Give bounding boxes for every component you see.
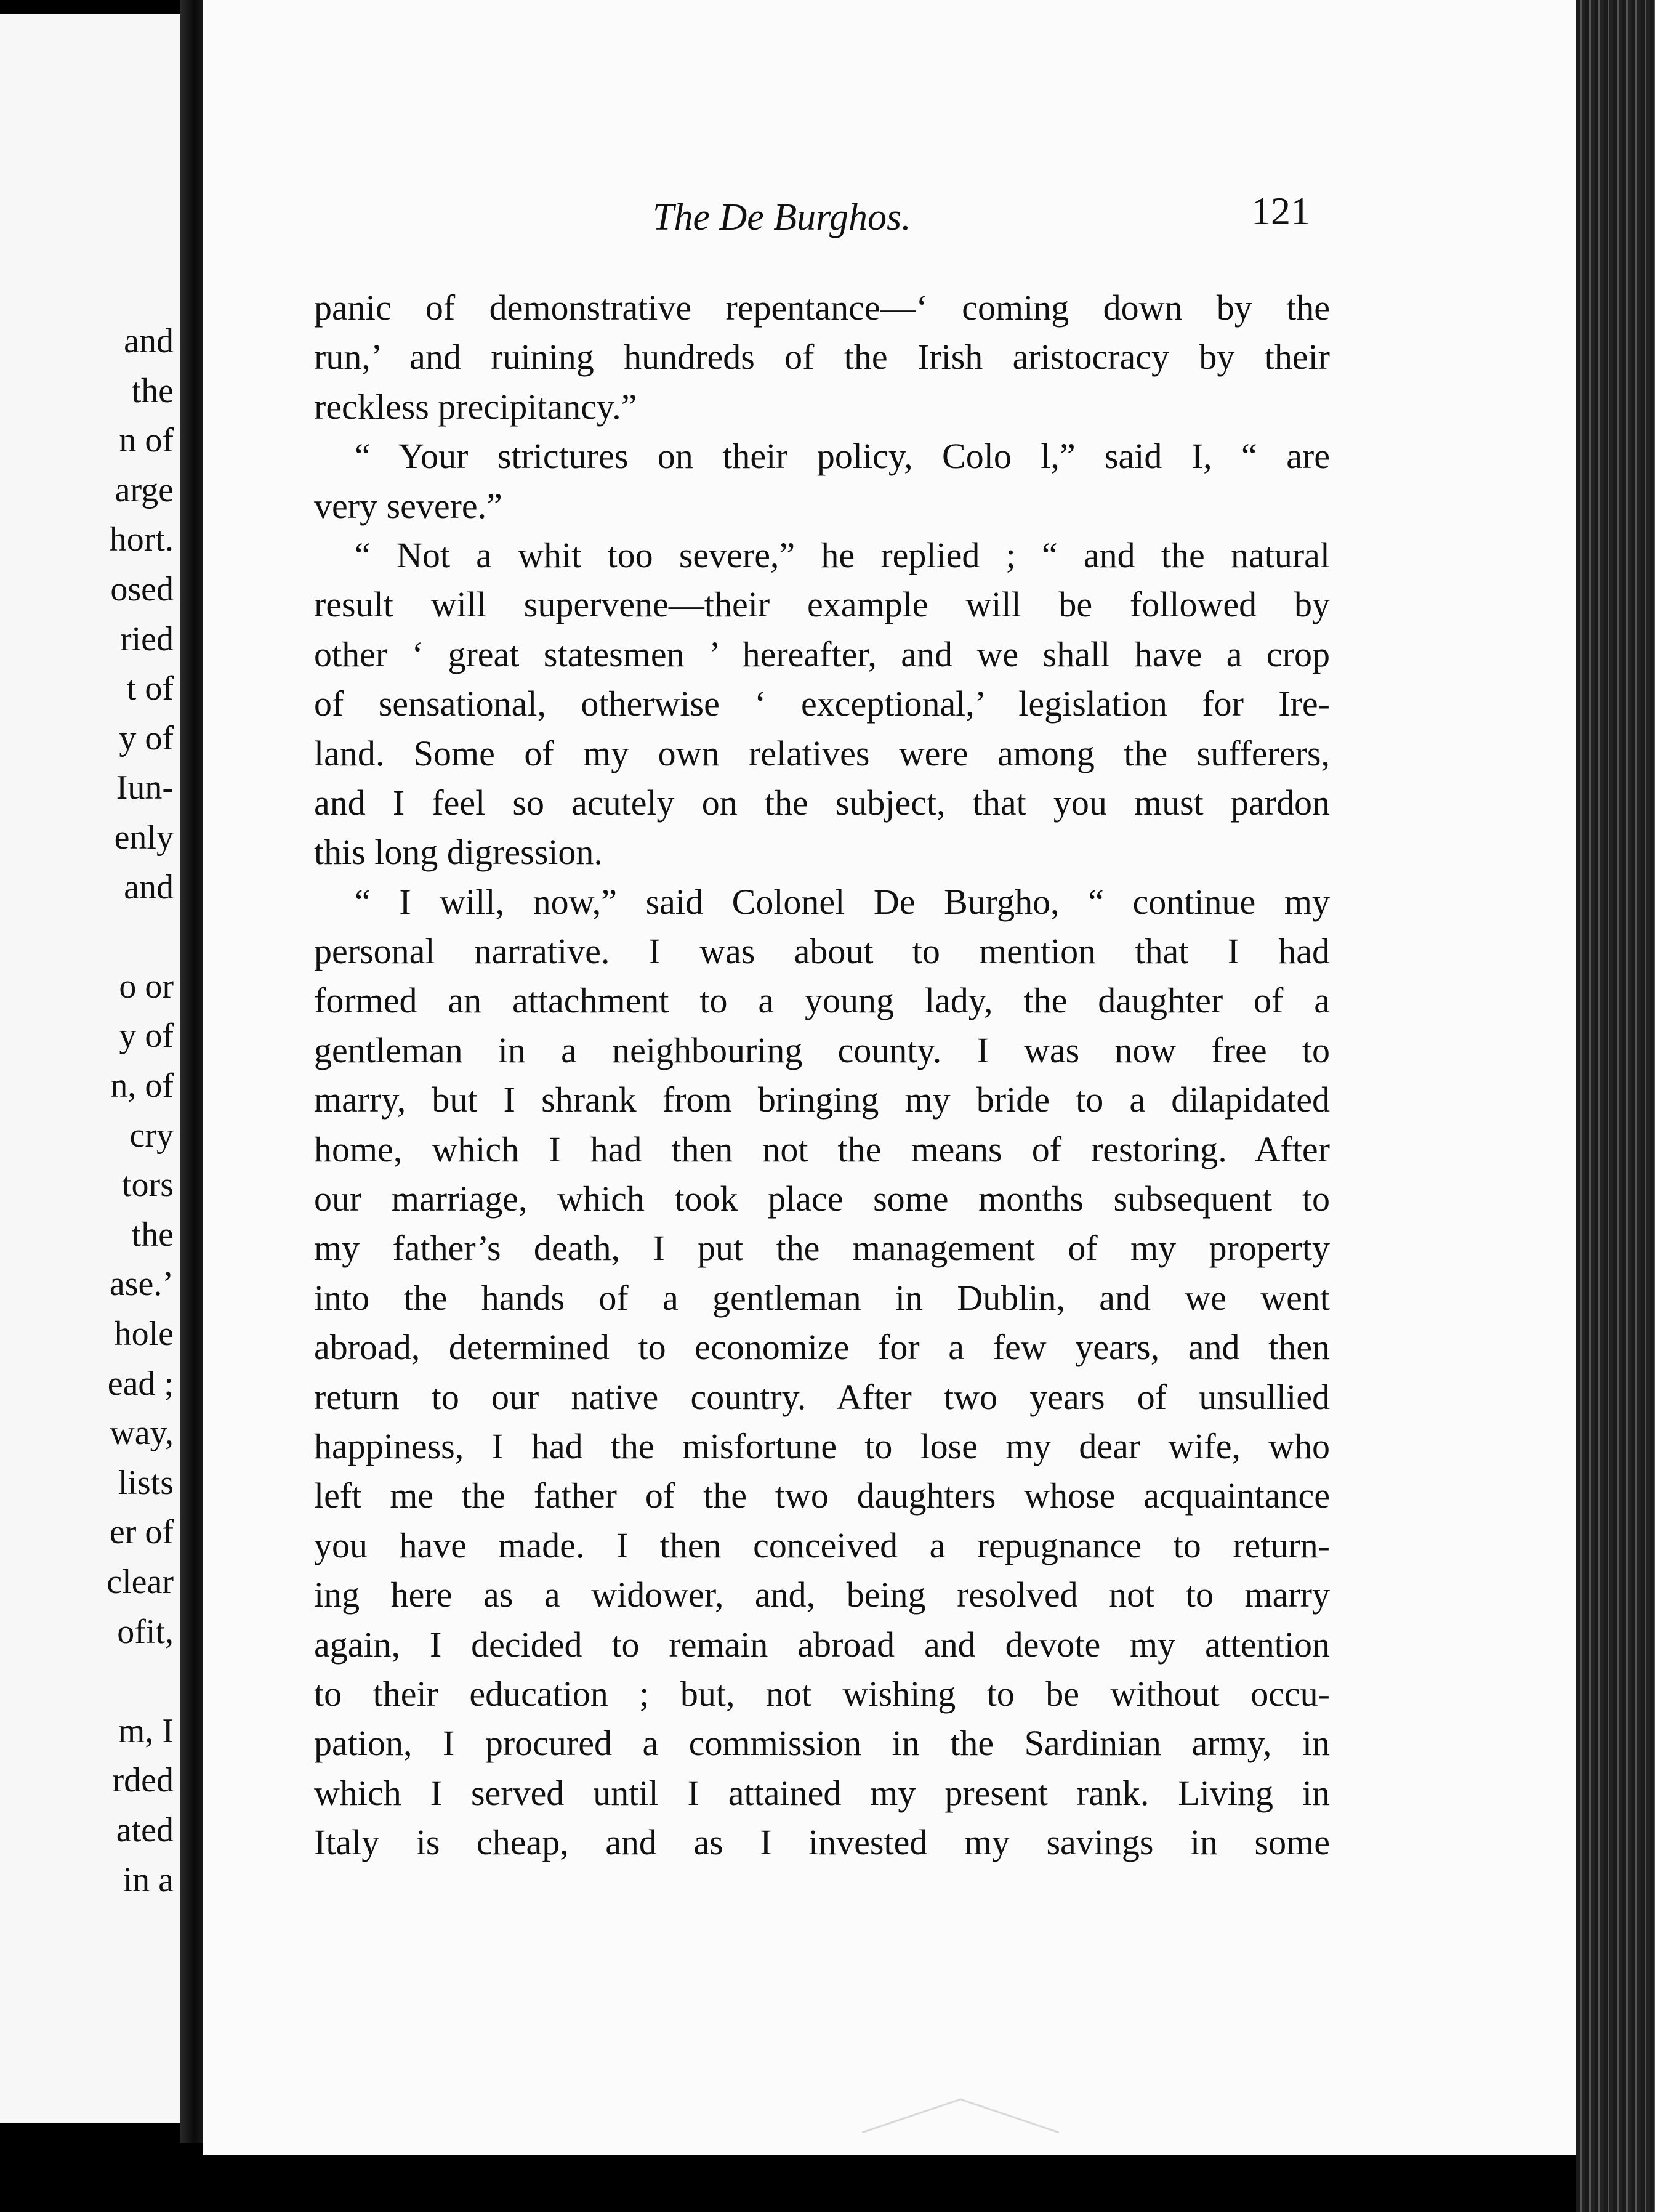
- left-page-line-fragment: hole: [114, 1315, 174, 1353]
- text-line: reckless precipitancy.”: [314, 386, 637, 427]
- left-page-line-fragment: the: [131, 371, 174, 410]
- text-line: you have made. I then conceived a repugnance to return-: [314, 1525, 1330, 1565]
- page-number: 121: [1251, 189, 1310, 233]
- text-line: which I served until I attained my present rank. Living in: [314, 1772, 1330, 1813]
- text-line: to their education ; but, not wishing to be without occu-: [314, 1673, 1330, 1714]
- left-page-line-fragment: and: [124, 868, 174, 906]
- left-page-line-fragment: hort.: [109, 520, 174, 559]
- text-line: return to our native country. After two years of unsullied: [314, 1376, 1330, 1417]
- text-line: my father’s death, I put the management of my property: [314, 1228, 1330, 1269]
- text-line: personal narrative. I was about to mention that I had: [314, 931, 1330, 972]
- text-line: our marriage, which took place some months subsequent to: [314, 1179, 1330, 1219]
- left-page-line-fragment: tors: [122, 1166, 174, 1205]
- text-line: panic of demonstrative repentance—‘ coming down by the: [314, 288, 1330, 328]
- left-page-line-fragment: Iun-: [116, 769, 174, 807]
- text-line: marry, but I shrank from bringing my bride to a dilapidated: [314, 1080, 1330, 1120]
- page-crease-mark: [862, 2097, 1059, 2134]
- text-line: of sensational, otherwise ‘ exceptional,’ legislation for Ire-: [314, 684, 1330, 724]
- text-line: “ Not a whit too severe,” he replied ; “ and the natural: [355, 535, 1330, 575]
- left-page-line-fragment: clear: [107, 1563, 174, 1601]
- text-line: ing here as a widower, and, being resolved not to marry: [314, 1575, 1330, 1615]
- left-page-line-fragment: ofit,: [117, 1612, 174, 1651]
- left-page-line-fragment: the: [131, 1215, 174, 1254]
- body-text: [314, 283, 1330, 1868]
- left-page-line-fragment: enly: [114, 818, 174, 857]
- left-page-line-fragment: ried: [119, 620, 174, 658]
- text-line: and I feel so acutely on the subject, that you must pardon: [314, 782, 1330, 823]
- text-line: happiness, I had the misfortune to lose my dear wife, who: [314, 1426, 1330, 1466]
- left-page-line-fragment: ated: [116, 1811, 174, 1849]
- text-line: left me the father of the two daughters whose acquaintance: [314, 1475, 1330, 1516]
- page-edges: [1576, 0, 1655, 2212]
- text-line: pation, I procured a commission in the Sardinian army, in: [314, 1723, 1330, 1764]
- text-line: formed an attachment to a young lady, the daughter of a: [314, 980, 1330, 1021]
- text-line: gentleman in a neighbouring county. I was now free to: [314, 1030, 1330, 1070]
- text-line: again, I decided to remain abroad and devote my attention: [314, 1624, 1330, 1665]
- left-page-line-fragment: and: [124, 322, 174, 360]
- left-page-line-fragment: n of: [119, 421, 174, 460]
- text-line: this long digression.: [314, 832, 603, 873]
- text-line: result will supervene—their example will be followed by: [314, 584, 1330, 625]
- text-line: land. Some of my own relatives were among the sufferers,: [314, 733, 1330, 773]
- running-head: The De Burghos.: [653, 196, 911, 238]
- book-gutter: [180, 0, 204, 2143]
- text-line: “ I will, now,” said Colonel De Burgho, “ continue my: [355, 881, 1330, 922]
- text-line: “ Your strictures on their policy, Colo l,” said I, “ are: [355, 436, 1330, 477]
- text-line: very severe.”: [314, 485, 502, 526]
- left-page-line-fragment: ead ;: [107, 1364, 174, 1403]
- text-line: run,’ and ruining hundreds of the Irish aristocracy by their: [314, 337, 1330, 377]
- left-page-line-fragment: m, I: [118, 1711, 174, 1750]
- left-page-line-fragment: arge: [115, 470, 174, 509]
- left-page-line-fragment: osed: [110, 570, 174, 608]
- left-page-line-fragment: n, of: [110, 1067, 174, 1105]
- text-line: other ‘ great statesmen ’ hereafter, and we shall have a crop: [314, 634, 1330, 674]
- text-line: Italy is cheap, and as I invested my savings in some: [314, 1822, 1330, 1863]
- left-page-line-fragment: y of: [119, 719, 174, 757]
- text-line: home, which I had then not the means of restoring. After: [314, 1129, 1330, 1169]
- left-page-line-fragment: t of: [126, 669, 174, 708]
- left-page-line-fragment: o or: [119, 967, 174, 1006]
- left-page-line-fragment: ase.’: [109, 1265, 174, 1304]
- left-page-line-fragment: in a: [123, 1860, 174, 1899]
- left-page-line-fragment: rded: [112, 1761, 174, 1800]
- left-page-line-fragment: way,: [110, 1414, 174, 1453]
- left-page-line-fragment: cry: [129, 1116, 174, 1155]
- left-page-line-fragment: lists: [118, 1463, 174, 1502]
- text-line: into the hands of a gentleman in Dublin, and we went: [314, 1277, 1330, 1318]
- left-facing-page: [0, 14, 182, 2123]
- left-page-line-fragment: y of: [119, 1017, 174, 1056]
- left-page-line-fragment: er of: [109, 1513, 174, 1552]
- text-line: abroad, determined to economize for a few years, and then: [314, 1327, 1330, 1368]
